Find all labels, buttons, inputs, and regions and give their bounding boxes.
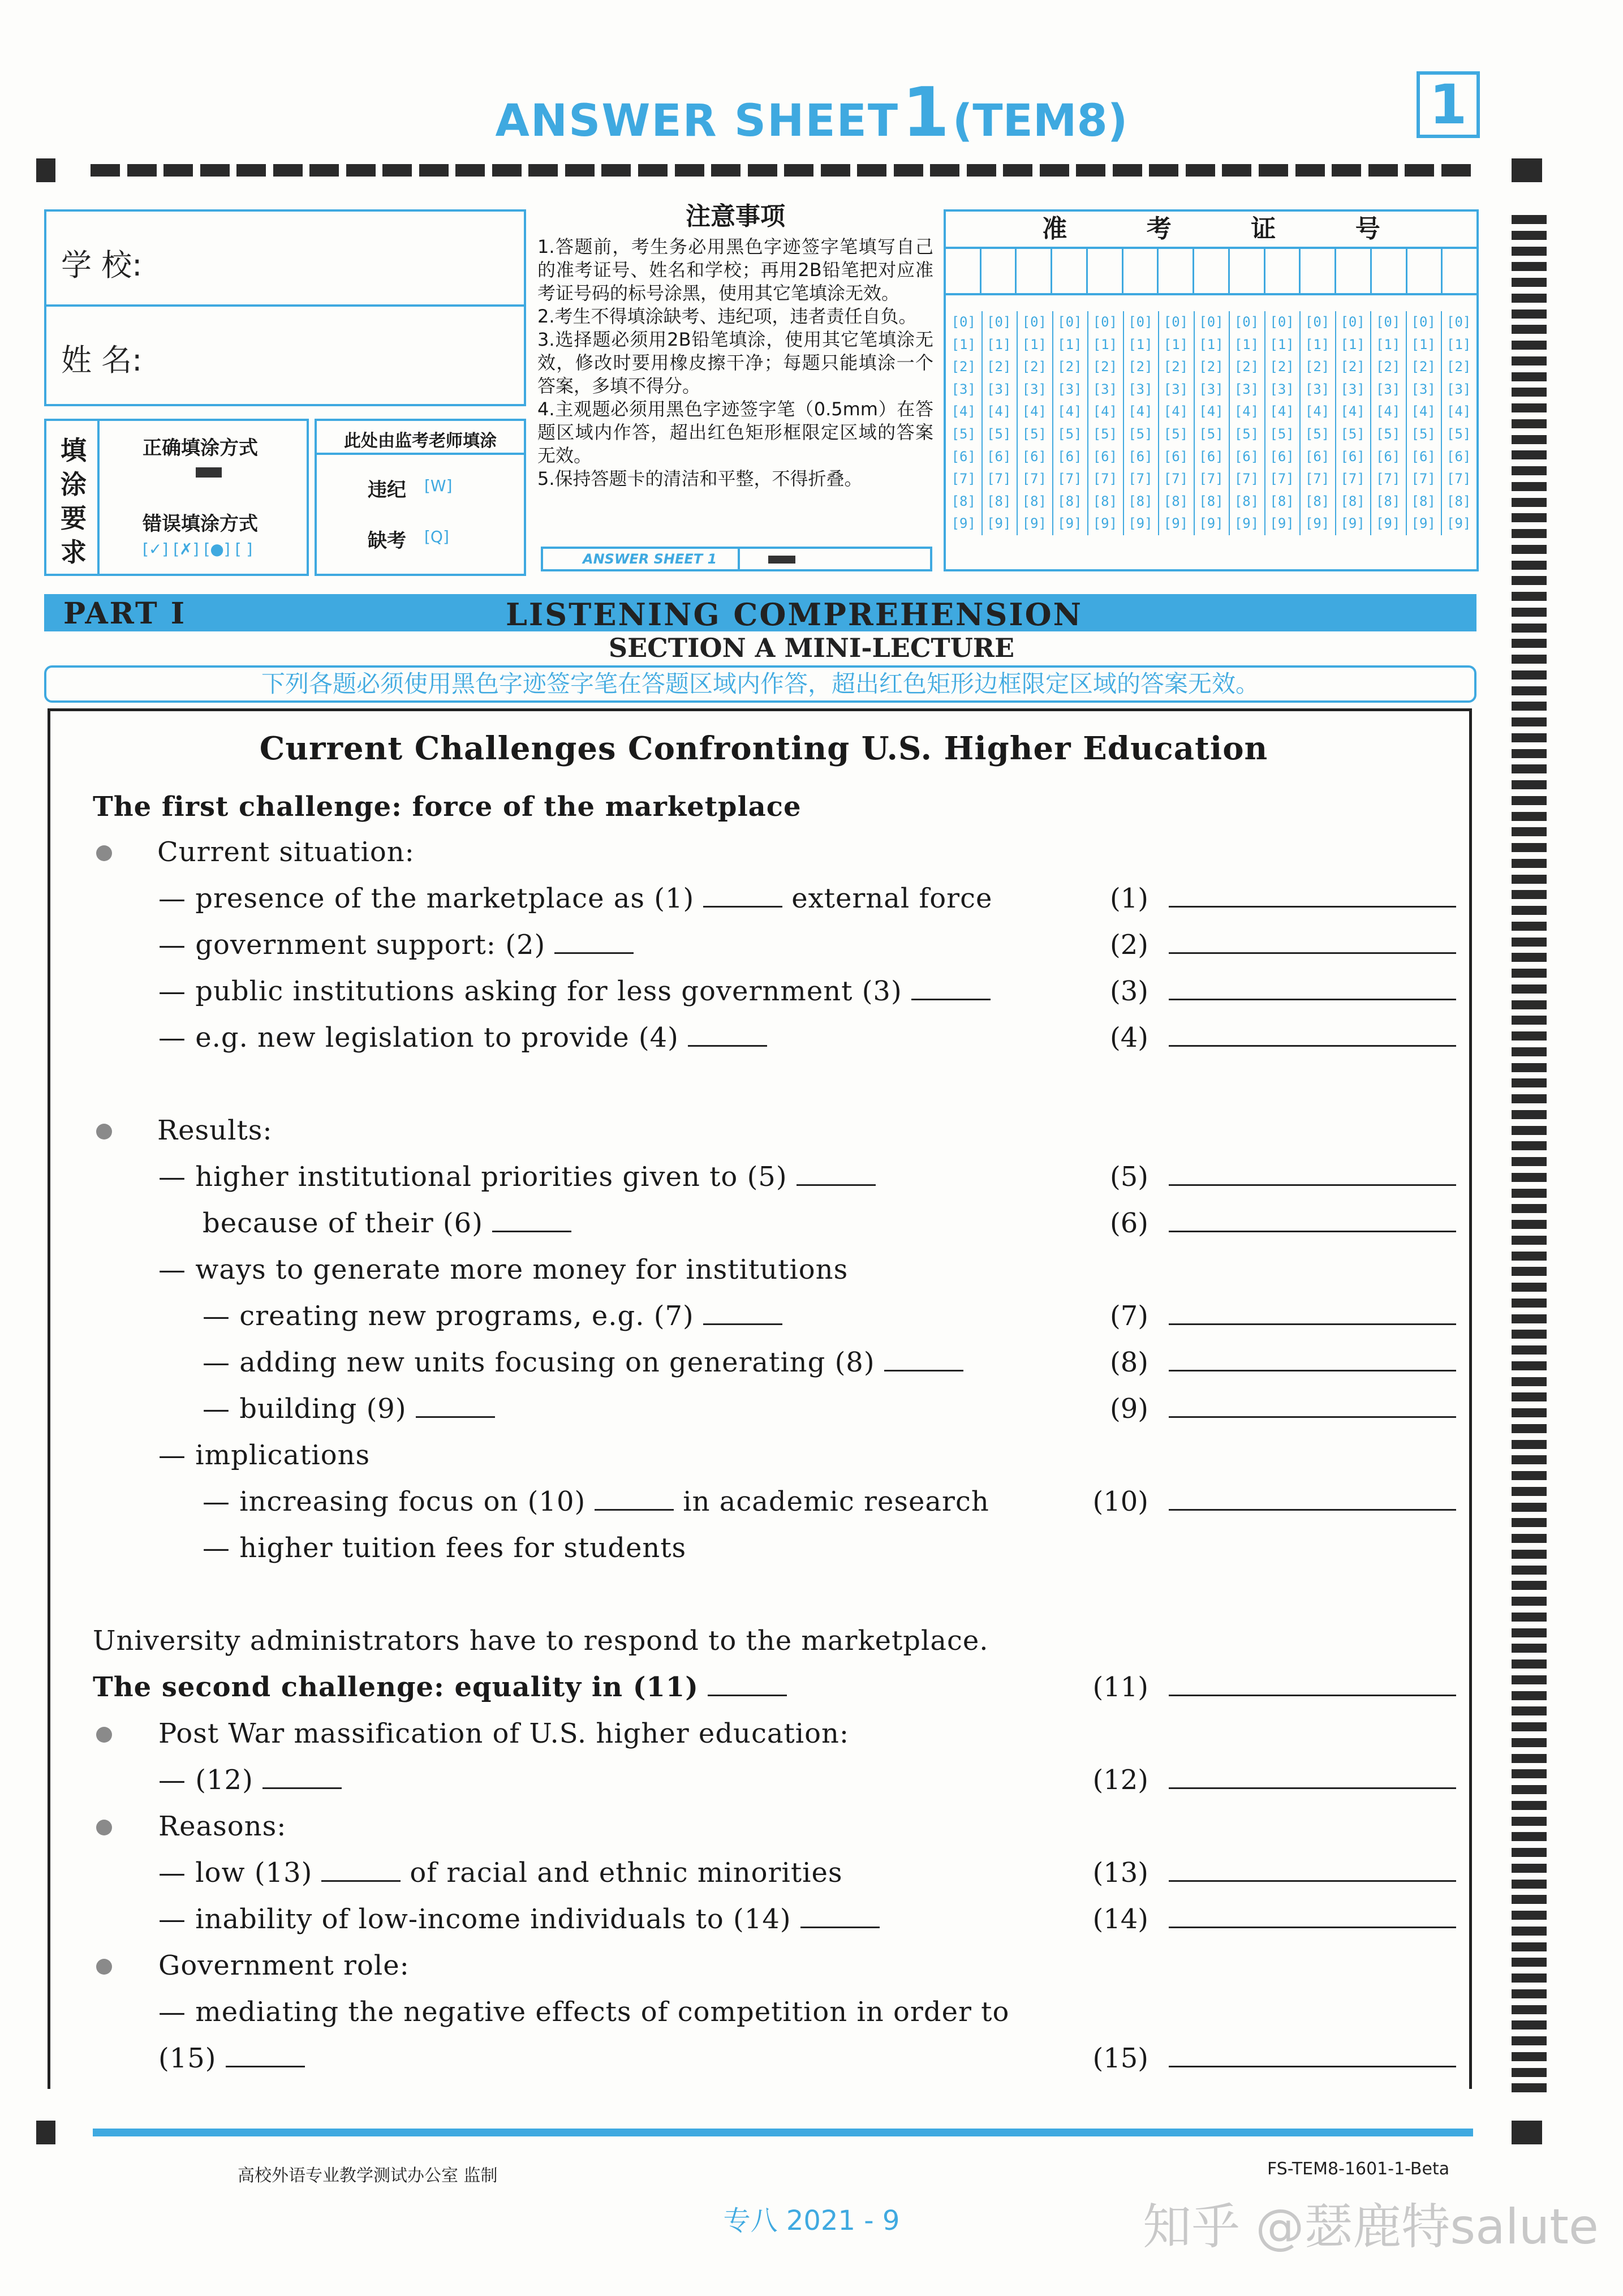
id-digit-bubble[interactable]: [9] (1411, 515, 1436, 532)
id-digit-bubble[interactable]: [2] (987, 359, 1011, 375)
id-digit-bubble[interactable]: [9] (1022, 515, 1047, 532)
id-digit-column[interactable] (1335, 311, 1372, 535)
id-digit-bubble[interactable]: [4] (1057, 403, 1082, 420)
id-digit-bubble[interactable]: [8] (1375, 493, 1401, 509)
id-digit-bubble[interactable]: [9] (1305, 515, 1330, 532)
name-label: 姓 名: (61, 342, 143, 378)
timing-marks-side (1512, 215, 1547, 2093)
part-label: PART I (63, 596, 187, 631)
bullet-icon (96, 1820, 112, 1835)
note-item: 5.保持答题卡的清洁和平整，不得折叠。 (537, 468, 863, 489)
answer-12[interactable]: (12) (1092, 1764, 1443, 1796)
answer-7[interactable]: (7) (1092, 1300, 1443, 1332)
name-field[interactable] (44, 304, 526, 406)
section-title: SECTION A MINI-LECTURE (608, 633, 1015, 663)
id-digit-bubble[interactable]: [4] (1234, 403, 1259, 420)
government-role: Government role: (158, 1950, 410, 1981)
id-digit-bubble[interactable]: [1] (1057, 336, 1082, 352)
id-digit-bubble[interactable]: [1] (1128, 336, 1153, 352)
line-implications: — implications (158, 1439, 371, 1471)
id-digit-bubble[interactable]: [3] (1022, 381, 1047, 397)
school-label: 学 校: (61, 247, 143, 283)
id-digit-bubble[interactable]: [1] (987, 336, 1011, 352)
id-digit-bubble[interactable]: [8] (1305, 493, 1330, 509)
answer-10[interactable]: (10) (1092, 1486, 1443, 1517)
answer-8[interactable]: (8) (1092, 1347, 1443, 1378)
id-digit-bubble[interactable]: [2] (1234, 359, 1259, 375)
id-digit-bubble[interactable]: [6] (1163, 448, 1189, 465)
id-digit-bubble[interactable]: [7] (1269, 471, 1294, 487)
id-digit-bubble[interactable]: [8] (1092, 493, 1118, 509)
id-digit-bubble[interactable]: [5] (1375, 425, 1401, 442)
id-digit-bubble[interactable]: [5] (1022, 425, 1047, 442)
id-digit-bubble[interactable]: [9] (1269, 515, 1294, 532)
id-digit-bubble[interactable]: [1] (1447, 336, 1471, 352)
id-digit-bubble[interactable]: [5] (987, 425, 1011, 442)
lecture-title: Current Challenges Confronting U.S. Higher Education (259, 730, 1268, 767)
id-digit-bubble[interactable]: [8] (951, 493, 976, 509)
id-digit-bubble[interactable]: [5] (1128, 425, 1153, 442)
results: Results: (157, 1115, 273, 1146)
id-digit-bubble[interactable]: [5] (1163, 425, 1189, 442)
id-digit-bubble[interactable]: [4] (1447, 403, 1471, 420)
corner-mark-top-right (1512, 158, 1542, 182)
id-digit-bubble[interactable]: [9] (1340, 515, 1365, 532)
part-band (44, 594, 1476, 631)
id-digit-bubble[interactable]: [1] (1234, 336, 1259, 352)
id-digit-bubble[interactable]: [1] (1269, 336, 1294, 352)
id-digit-column[interactable] (1052, 311, 1089, 535)
id-digit-bubble[interactable]: [6] (1092, 448, 1118, 465)
line-14: — inability of low-income individuals to (14) (158, 1903, 889, 1935)
id-digit-bubble[interactable]: [6] (1234, 448, 1259, 465)
page-number-box: 1 (1417, 71, 1480, 138)
id-digit-bubble[interactable]: [8] (1411, 493, 1436, 509)
id-digit-bubble[interactable]: [0] (987, 314, 1011, 330)
note-item: 2.考生不得填涂缺考、违纪项，违者责任自负。 (537, 306, 917, 327)
id-digit-bubble[interactable]: [0] (1163, 314, 1189, 330)
id-digit-bubble[interactable]: [7] (951, 471, 976, 487)
line-12: — (12) (158, 1764, 351, 1796)
notes-title: 注意事项 (686, 202, 785, 231)
id-digit-bubble[interactable]: [0] (1447, 314, 1471, 330)
line-4: — e.g. new legislation to provide (4) (158, 1022, 776, 1054)
exam-id-write-cells[interactable] (946, 249, 1476, 293)
id-digit-bubble[interactable]: [9] (951, 515, 976, 532)
fill-req-label: 填 涂 要 求 (61, 435, 87, 567)
id-digit-bubble[interactable]: [7] (1375, 471, 1401, 487)
answer-1[interactable]: (1) (1092, 883, 1443, 914)
id-digit-bubble[interactable]: [3] (1305, 381, 1330, 397)
massification: Post War massification of U.S. higher education: (158, 1718, 850, 1749)
id-digit-bubble[interactable]: [2] (1269, 359, 1294, 375)
id-digit-bubble[interactable]: [3] (1057, 381, 1082, 397)
answer-warning: 下列各题必须使用黑色字迹签字笔在答题区域内作答，超出红色矩形边框限定区域的答案无效。 (44, 665, 1476, 703)
challenge-one: The first challenge: force of the marketplace (93, 791, 802, 823)
current-situation: Current situation: (157, 836, 415, 868)
line-10: — increasing focus on (10) in academic research (203, 1486, 989, 1517)
id-digit-bubble[interactable]: [8] (987, 493, 1011, 509)
id-digit-column[interactable] (981, 311, 1018, 535)
id-digit-bubble[interactable]: [7] (1128, 471, 1153, 487)
id-digit-bubble[interactable]: [3] (1411, 381, 1436, 397)
id-digit-bubble[interactable]: [2] (1340, 359, 1365, 375)
fill-requirements-box (44, 419, 309, 576)
id-digit-bubble[interactable]: [6] (987, 448, 1011, 465)
id-digit-bubble[interactable]: [4] (1375, 403, 1401, 420)
id-digit-bubble[interactable]: [6] (1022, 448, 1047, 465)
notes-footer-label: ANSWER SHEET 1 (583, 551, 717, 567)
footer-exam-label: 专八 2021 - 9 (723, 2205, 900, 2237)
id-digit-bubble[interactable]: [8] (1057, 493, 1082, 509)
id-digit-bubble[interactable]: [6] (1128, 448, 1153, 465)
id-digit-bubble[interactable]: [8] (1128, 493, 1153, 509)
id-digit-column[interactable] (1123, 311, 1160, 535)
answer-11[interactable]: (11) (1092, 1671, 1443, 1703)
id-digit-bubble[interactable]: [4] (1199, 403, 1224, 420)
violation-label: 违纪 (368, 479, 406, 501)
id-digit-column[interactable] (1194, 311, 1230, 535)
id-digit-bubble[interactable]: [0] (1057, 314, 1082, 330)
answer-13[interactable]: (13) (1092, 1857, 1443, 1889)
id-digit-bubble[interactable]: [2] (1128, 359, 1153, 375)
timing-marks-top (91, 164, 1471, 177)
answer-4[interactable]: (4) (1092, 1022, 1443, 1054)
id-digit-column[interactable] (1299, 311, 1336, 535)
id-digit-bubble[interactable]: [1] (1375, 336, 1401, 352)
answer-3[interactable]: (3) (1092, 975, 1443, 1007)
id-digit-bubble[interactable]: [9] (1163, 515, 1189, 532)
id-digit-bubble[interactable]: [2] (1199, 359, 1224, 375)
id-digit-bubble[interactable]: [8] (1447, 493, 1471, 509)
id-digit-bubble[interactable]: [2] (1022, 359, 1047, 375)
line-15a: — mediating the negative effects of competition in order to (158, 1996, 1010, 2028)
line-6: because of their (6) (203, 1207, 580, 1239)
id-digit-column[interactable] (1087, 311, 1124, 535)
id-digit-bubble[interactable]: [7] (1092, 471, 1118, 487)
line-13: — low (13) of racial and ethnic minorities (158, 1857, 843, 1889)
absent-label: 缺考 (368, 530, 406, 552)
exam-id-bubbles[interactable] (946, 311, 1476, 538)
id-digit-bubble[interactable]: [2] (1447, 359, 1471, 375)
id-digit-bubble[interactable]: [0] (1199, 314, 1224, 330)
notes-footer-box (541, 547, 932, 571)
id-digit-bubble[interactable]: [8] (1234, 493, 1259, 509)
id-digit-bubble[interactable]: [6] (1199, 448, 1224, 465)
footer-issuer: 高校外语专业教学测试办公室 监制 (238, 2166, 498, 2186)
id-digit-bubble[interactable]: [2] (951, 359, 976, 375)
id-digit-bubble[interactable]: [9] (1447, 515, 1471, 532)
answer-14[interactable]: (14) (1092, 1903, 1443, 1935)
id-digit-bubble[interactable]: [6] (1269, 448, 1294, 465)
id-digit-column[interactable] (1370, 311, 1407, 535)
id-digit-bubble[interactable]: [0] (1128, 314, 1153, 330)
admin-line: University administrators have to respond to the marketplace. (93, 1625, 989, 1657)
id-digit-bubble[interactable]: [3] (1163, 381, 1189, 397)
proctor-box (315, 419, 526, 576)
bullet-icon (96, 1727, 112, 1743)
id-digit-bubble[interactable]: [9] (1199, 515, 1224, 532)
id-digit-bubble[interactable]: [5] (1092, 425, 1118, 442)
id-digit-bubble[interactable]: [1] (1199, 336, 1224, 352)
id-digit-bubble[interactable]: [3] (1340, 381, 1365, 397)
id-digit-bubble[interactable]: [8] (1163, 493, 1189, 509)
school-field[interactable] (44, 209, 526, 307)
id-digit-bubble[interactable]: [8] (1022, 493, 1047, 509)
reasons: Reasons: (158, 1811, 287, 1842)
id-digit-bubble[interactable]: [6] (1411, 448, 1436, 465)
id-digit-bubble[interactable]: [0] (1022, 314, 1047, 330)
id-digit-bubble[interactable]: [0] (1375, 314, 1401, 330)
answer-6[interactable]: (6) (1092, 1207, 1443, 1239)
id-digit-bubble[interactable]: [7] (1057, 471, 1082, 487)
line-7: — creating new programs, e.g. (7) (203, 1300, 791, 1332)
notes-footer-mark (768, 556, 795, 564)
id-digit-bubble[interactable]: [3] (951, 381, 976, 397)
id-digit-bubble[interactable]: [9] (987, 515, 1011, 532)
bullet-icon (96, 1959, 112, 1975)
id-digit-bubble[interactable]: [5] (1305, 425, 1330, 442)
id-digit-bubble[interactable]: [6] (1375, 448, 1401, 465)
corner-mark-bottom-right (1512, 2121, 1542, 2144)
id-digit-bubble[interactable]: [4] (987, 403, 1011, 420)
id-digit-bubble[interactable]: [7] (1163, 471, 1189, 487)
id-digit-bubble[interactable]: [7] (1340, 471, 1365, 487)
id-digit-bubble[interactable]: [8] (1199, 493, 1224, 509)
line-9: — building (9) (203, 1393, 504, 1425)
id-digit-bubble[interactable]: [8] (1340, 493, 1365, 509)
exam-id-grid[interactable] (944, 209, 1479, 571)
notes-section (537, 196, 933, 491)
id-digit-column[interactable] (1441, 311, 1476, 535)
footer-rule (93, 2129, 1473, 2136)
id-digit-column[interactable] (1017, 311, 1053, 535)
id-digit-bubble[interactable]: [8] (1269, 493, 1294, 509)
note-item: 1.答题前，考生务必用黑色字迹签字笔填写自己的准考证号、姓名和学校；再用2B铅笔把对应准考证号码的标号涂黑，使用其它笔填涂无效。 (537, 236, 933, 304)
id-digit-bubble[interactable]: [0] (1411, 314, 1436, 330)
id-digit-bubble[interactable]: [7] (987, 471, 1011, 487)
sheet-title (0, 74, 1623, 152)
id-digit-bubble[interactable]: [1] (1163, 336, 1189, 352)
part-title: LISTENING COMPREHENSION (505, 596, 1083, 633)
bullet-icon (96, 845, 112, 861)
bullet-icon (96, 1124, 112, 1140)
note-item: 4.主观题必须用黑色字迹签字笔（0.5mm）在答题区域内作答，超出红色矩形框限定区域的答案无效。 (537, 398, 933, 466)
id-digit-bubble[interactable]: [5] (1411, 425, 1436, 442)
id-digit-bubble[interactable]: [1] (1340, 336, 1365, 352)
id-digit-bubble[interactable]: [7] (1234, 471, 1259, 487)
wrong-fill-examples: [✓] [✗] [●] [ ] (143, 540, 253, 558)
id-digit-column[interactable] (1158, 311, 1195, 535)
id-digit-bubble[interactable]: [9] (1128, 515, 1153, 532)
id-digit-bubble[interactable]: [2] (1305, 359, 1330, 375)
id-digit-column[interactable] (1229, 311, 1265, 535)
id-digit-bubble[interactable]: [3] (1234, 381, 1259, 397)
correct-fill-label: 正确填涂方式 (143, 437, 258, 459)
wrong-fill-label: 错误填涂方式 (143, 513, 258, 535)
id-digit-bubble[interactable]: [3] (987, 381, 1011, 397)
line-1: — presence of the marketplace as (1) external force (158, 883, 993, 914)
id-digit-bubble[interactable]: [2] (1411, 359, 1436, 375)
id-digit-bubble[interactable]: [6] (1305, 448, 1330, 465)
id-digit-bubble[interactable]: [6] (951, 448, 976, 465)
id-digit-bubble[interactable]: [3] (1199, 381, 1224, 397)
id-digit-column[interactable] (1264, 311, 1301, 535)
id-digit-bubble[interactable]: [2] (1163, 359, 1189, 375)
id-digit-bubble[interactable]: [3] (1128, 381, 1153, 397)
id-digit-bubble[interactable]: [7] (1305, 471, 1330, 487)
line-3: — public institutions asking for less government (3) (158, 975, 1000, 1007)
id-digit-bubble[interactable]: [7] (1199, 471, 1224, 487)
id-digit-bubble[interactable]: [9] (1092, 515, 1118, 532)
id-digit-bubble[interactable]: [7] (1447, 471, 1471, 487)
id-digit-bubble[interactable]: [0] (1092, 314, 1118, 330)
id-digit-bubble[interactable]: [4] (1411, 403, 1436, 420)
line-8: — adding new units focusing on generating (8) (203, 1347, 972, 1378)
id-digit-bubble[interactable]: [9] (1057, 515, 1082, 532)
id-digit-bubble[interactable]: [0] (951, 314, 976, 330)
id-digit-bubble[interactable]: [4] (1269, 403, 1294, 420)
id-digit-bubble[interactable]: [0] (1269, 314, 1294, 330)
title-text: ANSWER SHEET (495, 96, 899, 147)
id-digit-bubble[interactable]: [3] (1447, 381, 1471, 397)
id-digit-bubble[interactable]: [1] (1092, 336, 1118, 352)
id-digit-bubble[interactable]: [4] (951, 403, 976, 420)
id-digit-bubble[interactable]: [9] (1375, 515, 1401, 532)
id-digit-bubble[interactable]: [5] (1269, 425, 1294, 442)
line-ways: — ways to generate more money for institutions (158, 1254, 849, 1285)
id-digit-bubble[interactable]: [5] (1199, 425, 1224, 442)
answer-15[interactable]: (15) (1092, 2043, 1443, 2074)
id-digit-bubble[interactable]: [1] (1305, 336, 1330, 352)
exam-id-title: 准 考 证 号 (1042, 214, 1380, 243)
id-digit-bubble[interactable]: [1] (1022, 336, 1047, 352)
id-digit-bubble[interactable]: [9] (1234, 515, 1259, 532)
id-digit-bubble[interactable]: [0] (1234, 314, 1259, 330)
answer-5[interactable]: (5) (1092, 1161, 1443, 1193)
id-digit-bubble[interactable]: [3] (1375, 381, 1401, 397)
id-digit-bubble[interactable]: [0] (1305, 314, 1330, 330)
corner-mark-top-left (36, 158, 55, 182)
corner-mark-bottom-left (36, 2121, 55, 2144)
id-digit-bubble[interactable]: [5] (1447, 425, 1471, 442)
id-digit-bubble[interactable]: [6] (1340, 448, 1365, 465)
id-digit-bubble[interactable]: [5] (1234, 425, 1259, 442)
id-digit-bubble[interactable]: [7] (1022, 471, 1047, 487)
id-digit-bubble[interactable]: [4] (1340, 403, 1365, 420)
id-digit-bubble[interactable]: [3] (1092, 381, 1118, 397)
watermark: 知乎 @瑟鹿特salute (1143, 2199, 1599, 2255)
id-digit-bubble[interactable]: [5] (951, 425, 976, 442)
note-item: 3.选择题必须用2B铅笔填涂，使用其它笔填涂无效，修改时要用橡皮擦干净；每题只能填涂一个答案，多填不得分。 (537, 329, 933, 397)
id-digit-bubble[interactable]: [2] (1375, 359, 1401, 375)
footer-form-code: FS-TEM8-1601-1-Beta (1267, 2159, 1450, 2179)
line-2: — government support: (2) (158, 929, 643, 961)
id-digit-bubble[interactable]: [4] (1128, 403, 1153, 420)
id-digit-bubble[interactable]: [1] (951, 336, 976, 352)
id-digit-column[interactable] (1406, 311, 1443, 535)
id-digit-bubble[interactable]: [5] (1340, 425, 1365, 442)
id-digit-bubble[interactable]: [2] (1092, 359, 1118, 375)
id-digit-bubble[interactable]: [6] (1447, 448, 1471, 465)
title-number: 1 (902, 74, 950, 152)
id-digit-bubble[interactable]: [2] (1057, 359, 1082, 375)
id-digit-bubble[interactable]: [3] (1269, 381, 1294, 397)
id-digit-bubble[interactable]: [5] (1057, 425, 1082, 442)
id-digit-bubble[interactable]: [1] (1411, 336, 1436, 352)
title-exam: (TEM8) (952, 96, 1128, 147)
id-digit-bubble[interactable]: [4] (1092, 403, 1118, 420)
correct-fill-example (196, 467, 222, 478)
violation-mark[interactable]: [W] (424, 476, 453, 495)
line-5: — higher institutional priorities given to (5) (158, 1161, 885, 1193)
id-digit-bubble[interactable]: [6] (1057, 448, 1082, 465)
challenge-two: The second challenge: equality in (11) (93, 1671, 796, 1703)
absent-mark[interactable]: [Q] (424, 527, 449, 546)
line-tuition: — higher tuition fees for students (203, 1532, 687, 1564)
id-digit-bubble[interactable]: [0] (1340, 314, 1365, 330)
answer-2[interactable]: (2) (1092, 929, 1443, 961)
line-15b: (15) (158, 2043, 314, 2074)
id-digit-bubble[interactable]: [4] (1022, 403, 1047, 420)
id-digit-bubble[interactable]: [7] (1411, 471, 1436, 487)
proctor-title: 此处由监考老师填涂 (344, 431, 497, 451)
answer-9[interactable]: (9) (1092, 1393, 1443, 1425)
id-digit-column[interactable] (946, 311, 983, 535)
id-digit-bubble[interactable]: [4] (1305, 403, 1330, 420)
id-digit-bubble[interactable]: [4] (1163, 403, 1189, 420)
